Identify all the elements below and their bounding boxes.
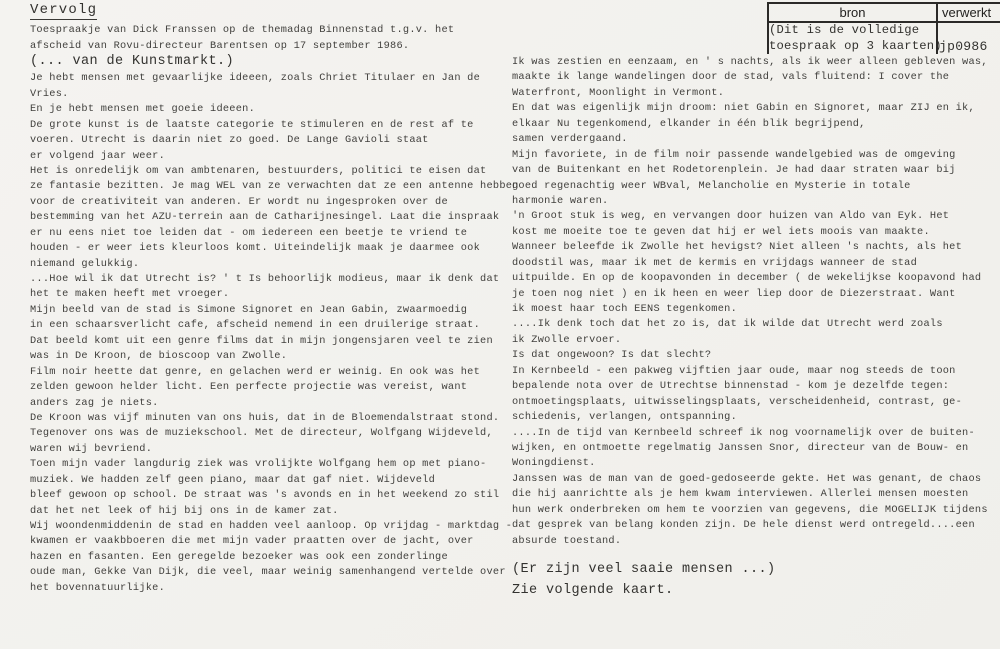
text-line: kwamen er vaakbboeren die met mijn vader praatten over de jacht, over <box>30 535 474 548</box>
text-line: er volgend jaar weer. <box>30 149 166 162</box>
text-line: ik moest haar toch EENS tegenkomen. <box>512 303 738 315</box>
text-line: Janssen was de man van de goed-gedoseerde gekte. Het was genant, de chaos <box>512 472 982 485</box>
text-line: ....In de tijd van Kernbeeld schreef ik nog voornamelijk over de buiten- <box>512 426 975 439</box>
text-line: Toespraakje van Dick Franssen op de themadag Binnenstad t.g.v. het <box>30 24 455 37</box>
source-note <box>769 23 942 54</box>
text-line: Het is onredelijk om van ambtenaren, bestuurders, politici te eisen dat <box>30 164 487 177</box>
text-line: ik Zwolle ervoer. <box>512 333 622 346</box>
text-line: ...Hoe wil ik dat Utrecht is? ' t Is behoorlijk modieus, maar ik denk dat <box>30 273 500 286</box>
right-text-column <box>512 55 990 603</box>
text-line: maakte ik lange wandelingen door de stad, vals fluitend: I cover the <box>512 71 950 84</box>
text-line: hun werk onderbreken om hem te voorzien van gegevens, die MOGELIJK tijdens <box>512 503 988 516</box>
text-line: muziek. We hadden zelf geen piano, maar dat gaf niet. Wijdeveld <box>30 473 436 486</box>
text-line: Waterfront, Moonlight in Vermont. <box>512 86 725 99</box>
text-line: dat het net leek of hij bij ons in de kamer zat. <box>30 504 339 517</box>
text-line: anders zag je niets. <box>30 396 159 409</box>
text-line: Mijn favoriete, in de film noir passende wandelgebied was de omgeving <box>512 148 956 161</box>
text-line: uitpuilde. En op de koopavonden in december ( de wekelijkse koopavond had <box>512 272 982 285</box>
text-line: bleef gewoon op school. De straat was 's avonds en in het weekend zo stil <box>30 489 500 502</box>
text-line: goed regenachtig weer WBval, Melancholie en Mysterie in totale <box>512 179 911 192</box>
text-line: Je hebt mensen met gevaarlijke ideeen, zoals Chriet Titulaer en Jan de <box>30 72 481 85</box>
text-line: De grote kunst is de laatste categorie te stimuleren en de rest af te <box>30 118 474 131</box>
text-line: De Kroon was vijf minuten van ons huis, dat in de Bloemendalstraat stond. <box>30 411 500 424</box>
text-line: samen verdergaand. <box>512 133 628 146</box>
verwerkt-column-header: verwerkt <box>936 4 1000 21</box>
text-line: Wanneer beleefde ik Zwolle het hevigst? Niet alleen 's nachts, als het <box>512 241 963 254</box>
text-line: er nu eens niet toe leiden dat - om iedereen een beetje te vriend te <box>30 226 468 239</box>
text-line: (Dit is de volledige <box>769 23 920 37</box>
text-line: dat gesprek van belang konden zijn. De hele dienst werd ontregeld....een <box>512 519 975 532</box>
text-line: bestemming van het AZU-terrein aan de Catharijnesingel. Laat die inspraak <box>30 211 500 224</box>
document-title: Vervolg <box>30 3 97 20</box>
text-line: ze fantasie bezitten. Je mag WEL van ze verwachten dat ze een antenne hebben <box>30 180 519 193</box>
closing-line: (Er zijn veel saaie mensen ...) <box>512 562 776 577</box>
text-line: zelden gewoon helder licht. Een perfecte projectie was vereist, want <box>30 381 468 394</box>
bron-column-header: bron <box>839 5 866 20</box>
text-line: Tegenover ons was de muziekschool. Met de directeur, Wolfgang Wijdeveld, <box>30 427 493 440</box>
text-line: was in De Kroon, de bioscoop van Zwolle. <box>30 350 288 363</box>
text-line: oude man, Gekke Van Dijk, die veel, maar weinig samenhangend vertelde over <box>30 566 506 579</box>
text-line: kost me moeite toe te geven dat hij er wel iets moois van maakte. <box>512 225 930 238</box>
text-line: doodstil was, maar ik met de kermis en vrijdags wanneer de stad <box>512 256 918 269</box>
header-table <box>767 2 1000 54</box>
text-line: afscheid van Rovu-directeur Barentsen op 17 september 1986. <box>30 39 410 52</box>
closing-note <box>512 562 990 603</box>
text-line: niemand gelukkig. <box>30 257 140 270</box>
text-line: Woningdienst. <box>512 457 596 470</box>
text-line: ontmoetingsplaats, uitwisselingsplaats, verscheidenheid, contrast, ge- <box>512 395 963 408</box>
text-line: harmonie waren. <box>512 194 609 207</box>
text-line: Toen mijn vader langdurig ziek was vrolijkte Wolfgang hem op met piano- <box>30 458 487 471</box>
text-line: wijken, en ontmoette regelmatig Janssen Snor, directeur van de Bouw- en <box>512 441 969 454</box>
text-line: hazen en fasanten. Een geregelde bezoeker was ook een zonderlinge <box>30 550 448 563</box>
left-text-column <box>30 2 519 596</box>
text-line: In Kernbeeld - een pakweg vijftien jaar oude, maar nog steeds de toon <box>512 364 956 377</box>
text-line: Vries. <box>30 87 69 100</box>
text-line: voor de creativiteit van anderen. Er wordt nu ingesproken over de <box>30 195 448 208</box>
text-line: het te maken heeft met vroeger. <box>30 288 230 301</box>
text-line: die hij aanrichtte als je hem kwam interviewen. Allerlei mensen moesten <box>512 488 969 501</box>
text-line: toespraak op 3 kaarten) <box>769 38 942 53</box>
text-line: Is dat ongewoon? Is dat slecht? <box>512 349 712 362</box>
text-line: bepalende nota over de Utrechtse binnenstad - kom je dezelfde tegen: <box>512 380 950 393</box>
left-intro-lines <box>30 23 498 54</box>
kunstmarkt-aside-line: (... van de Kunstmarkt.) <box>30 54 235 70</box>
header-table-body-row <box>767 23 1000 54</box>
text-line: van de Buitenkant en het Rodetorenplein. Je had daar straten waar bij <box>512 164 956 177</box>
text-line: elkaar Nu tegenkomend, elkander in één blik begrijpend, <box>512 117 866 130</box>
right-body-lines <box>512 55 990 549</box>
text-line: Film noir heette dat genre, en gelachen werd er weinig. En ook was het <box>30 365 481 378</box>
text-line: 'n Groot stuk is weg, en vervangen door huizen van Aldo van Eyk. Het <box>512 210 950 223</box>
text-line: En dat was eigenlijk mijn droom: niet Gabin en Signoret, maar ZIJ en ik, <box>512 102 975 115</box>
text-line: schiedenis, verlangen, ontspanning. <box>512 411 738 424</box>
header-table-head-row <box>767 4 1000 23</box>
processed-code: jp0986 <box>936 23 1000 54</box>
text-line: voeren. Utrecht is daarin niet zo goed. De Lange Gavioli staat <box>30 134 429 147</box>
text-line: Mijn beeld van de stad is Simone Signoret en Jean Gabin, zwaarmoedig <box>30 303 468 316</box>
text-line: je toen nog niet ) en ik heen en weer liep door de Diezerstraat. Want <box>512 287 956 300</box>
text-line: in een schaarsverlicht cafe, afscheid nemend in een druilerige straat. <box>30 319 481 332</box>
text-line: Dat beeld komt uit een genre films dat in mijn jongensjaren veel te zien <box>30 334 493 347</box>
next-card-line: Zie volgende kaart. <box>512 582 674 598</box>
left-body-lines <box>30 71 519 596</box>
text-line: waren wij bevriend. <box>30 442 153 455</box>
text-line: het bovennatuurlijke. <box>30 581 166 594</box>
text-line: Ik was zestien en eenzaam, en ' s nachts, als ik weer alleen gebleven was, <box>512 56 988 68</box>
text-line: Wij woondenmiddenin de stad en hadden veel aanloop. Op vrijdag - marktdag - <box>30 520 513 533</box>
text-line: absurde toestand. <box>512 534 622 547</box>
text-line: houden - er weer iets kleurloos komt. Uiteindelijk maak je daarmee ook <box>30 242 481 255</box>
text-line: En je hebt mensen met goeie ideeen. <box>30 103 256 116</box>
text-line: ....Ik denk toch dat het zo is, dat ik wilde dat Utrecht werd zoals <box>512 318 943 331</box>
